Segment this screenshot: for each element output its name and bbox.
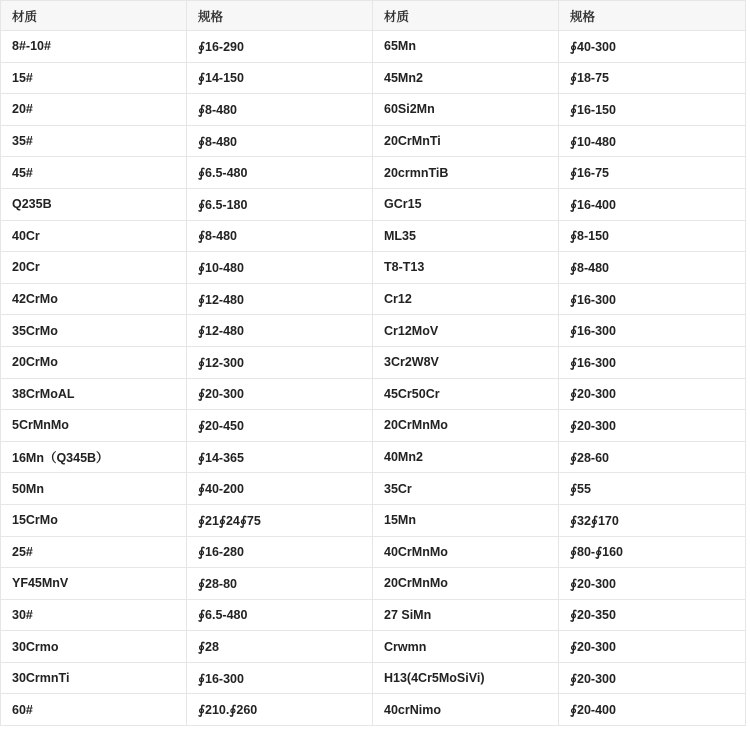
cell-material: 42CrMo bbox=[1, 283, 187, 315]
cell-material: 30Crmo bbox=[1, 631, 187, 663]
cell-spec: ∮8-480 bbox=[187, 125, 373, 157]
cell-material: 38CrMoAL bbox=[1, 378, 187, 410]
cell-material: 20# bbox=[1, 94, 187, 126]
table-row bbox=[1, 378, 746, 410]
cell-material: 60Si2Mn bbox=[373, 94, 559, 126]
cell-material: 45Cr50Cr bbox=[373, 378, 559, 410]
cell-spec: ∮18-75 bbox=[559, 62, 746, 94]
cell-material: Cr12 bbox=[373, 283, 559, 315]
table-row bbox=[1, 125, 746, 157]
cell-spec: ∮20-450 bbox=[187, 410, 373, 442]
cell-material: 20CrMnTi bbox=[373, 125, 559, 157]
cell-spec: ∮16-280 bbox=[187, 536, 373, 568]
cell-spec: ∮20-300 bbox=[559, 410, 746, 442]
cell-material: 16Mn（Q345B） bbox=[1, 441, 187, 473]
cell-material: H13(4Cr5MoSiVi) bbox=[373, 662, 559, 694]
cell-material: 3Cr2W8V bbox=[373, 346, 559, 378]
cell-spec: ∮28-80 bbox=[187, 568, 373, 600]
cell-spec: ∮20-300 bbox=[559, 631, 746, 663]
cell-spec: ∮28 bbox=[187, 631, 373, 663]
cell-spec: ∮20-300 bbox=[187, 378, 373, 410]
table-row bbox=[1, 252, 746, 284]
cell-spec: ∮28-60 bbox=[559, 441, 746, 473]
cell-spec: ∮12-300 bbox=[187, 346, 373, 378]
cell-spec: ∮20-300 bbox=[559, 568, 746, 600]
table-row bbox=[1, 473, 746, 505]
cell-material: 45Mn2 bbox=[373, 62, 559, 94]
cell-material: Q235B bbox=[1, 188, 187, 220]
cell-material: 35CrMo bbox=[1, 315, 187, 347]
cell-material: 20CrMnMo bbox=[373, 410, 559, 442]
table-header-row bbox=[1, 1, 746, 31]
cell-material: 5CrMnMo bbox=[1, 410, 187, 442]
header-material-1: 材质 bbox=[1, 1, 187, 31]
cell-spec: ∮40-300 bbox=[559, 31, 746, 63]
table-row bbox=[1, 315, 746, 347]
table-row bbox=[1, 504, 746, 536]
cell-material: 20CrMo bbox=[1, 346, 187, 378]
cell-material: 45# bbox=[1, 157, 187, 189]
cell-spec: ∮20-350 bbox=[559, 599, 746, 631]
table-row bbox=[1, 31, 746, 63]
table-row bbox=[1, 410, 746, 442]
cell-spec: ∮16-75 bbox=[559, 157, 746, 189]
cell-material: 40crNimo bbox=[373, 694, 559, 726]
cell-spec: ∮6.5-480 bbox=[187, 157, 373, 189]
cell-material: Crwmn bbox=[373, 631, 559, 663]
header-spec-2: 规格 bbox=[559, 1, 746, 31]
cell-spec: ∮32∮170 bbox=[559, 504, 746, 536]
cell-material: GCr15 bbox=[373, 188, 559, 220]
table-row bbox=[1, 536, 746, 568]
cell-material: 65Mn bbox=[373, 31, 559, 63]
cell-material: YF45MnV bbox=[1, 568, 187, 600]
cell-material: 35# bbox=[1, 125, 187, 157]
cell-spec: ∮55 bbox=[559, 473, 746, 505]
cell-spec: ∮14-150 bbox=[187, 62, 373, 94]
table-row bbox=[1, 599, 746, 631]
cell-spec: ∮8-480 bbox=[559, 252, 746, 284]
cell-material: 20Cr bbox=[1, 252, 187, 284]
cell-material: 15CrMo bbox=[1, 504, 187, 536]
cell-spec: ∮10-480 bbox=[187, 252, 373, 284]
cell-spec: ∮80-∮160 bbox=[559, 536, 746, 568]
cell-material: T8-T13 bbox=[373, 252, 559, 284]
cell-material: 30# bbox=[1, 599, 187, 631]
cell-material: 27 SiMn bbox=[373, 599, 559, 631]
cell-spec: ∮16-300 bbox=[187, 662, 373, 694]
table-body bbox=[1, 31, 746, 726]
table-row bbox=[1, 62, 746, 94]
cell-material: 25# bbox=[1, 536, 187, 568]
table-row bbox=[1, 220, 746, 252]
cell-spec: ∮14-365 bbox=[187, 441, 373, 473]
table-row bbox=[1, 694, 746, 726]
cell-material: 20crmnTiB bbox=[373, 157, 559, 189]
cell-material: 40Mn2 bbox=[373, 441, 559, 473]
table-row bbox=[1, 157, 746, 189]
cell-spec: ∮21∮24∮75 bbox=[187, 504, 373, 536]
table-row bbox=[1, 662, 746, 694]
cell-material: 50Mn bbox=[1, 473, 187, 505]
cell-material: Cr12MoV bbox=[373, 315, 559, 347]
cell-spec: ∮16-400 bbox=[559, 188, 746, 220]
table-row bbox=[1, 188, 746, 220]
cell-material: 35Cr bbox=[373, 473, 559, 505]
table-row bbox=[1, 94, 746, 126]
cell-material: 40Cr bbox=[1, 220, 187, 252]
table-row bbox=[1, 631, 746, 663]
cell-spec: ∮16-290 bbox=[187, 31, 373, 63]
cell-spec: ∮16-300 bbox=[559, 346, 746, 378]
cell-spec: ∮10-480 bbox=[559, 125, 746, 157]
cell-spec: ∮16-300 bbox=[559, 315, 746, 347]
table-row bbox=[1, 283, 746, 315]
cell-spec: ∮6.5-180 bbox=[187, 188, 373, 220]
cell-material: 40CrMnMo bbox=[373, 536, 559, 568]
cell-spec: ∮8-150 bbox=[559, 220, 746, 252]
cell-material: 20CrMnMo bbox=[373, 568, 559, 600]
cell-spec: ∮16-150 bbox=[559, 94, 746, 126]
cell-material: 15# bbox=[1, 62, 187, 94]
cell-spec: ∮20-300 bbox=[559, 662, 746, 694]
cell-material: 15Mn bbox=[373, 504, 559, 536]
cell-material: 60# bbox=[1, 694, 187, 726]
cell-material: ML35 bbox=[373, 220, 559, 252]
table-row bbox=[1, 441, 746, 473]
header-material-2: 材质 bbox=[373, 1, 559, 31]
cell-spec: ∮8-480 bbox=[187, 220, 373, 252]
cell-material: 30CrmnTi bbox=[1, 662, 187, 694]
cell-spec: ∮40-200 bbox=[187, 473, 373, 505]
cell-spec: ∮12-480 bbox=[187, 315, 373, 347]
header-spec-1: 规格 bbox=[187, 1, 373, 31]
table-row bbox=[1, 568, 746, 600]
cell-spec: ∮8-480 bbox=[187, 94, 373, 126]
table-row bbox=[1, 346, 746, 378]
cell-spec: ∮6.5-480 bbox=[187, 599, 373, 631]
cell-spec: ∮12-480 bbox=[187, 283, 373, 315]
cell-spec: ∮16-300 bbox=[559, 283, 746, 315]
cell-spec: ∮210.∮260 bbox=[187, 694, 373, 726]
cell-spec: ∮20-400 bbox=[559, 694, 746, 726]
cell-spec: ∮20-300 bbox=[559, 378, 746, 410]
cell-material: 8#-10# bbox=[1, 31, 187, 63]
